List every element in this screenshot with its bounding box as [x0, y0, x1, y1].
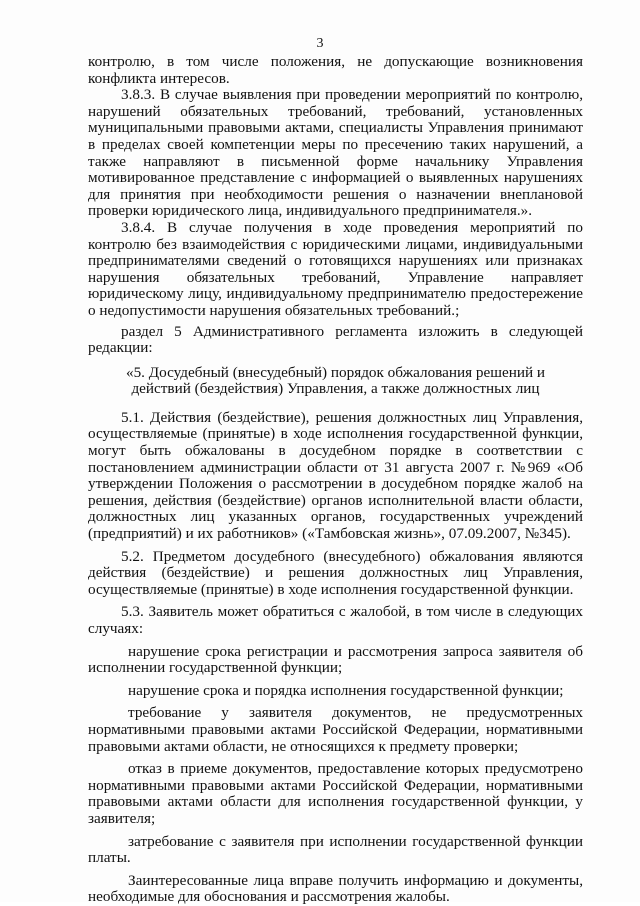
paragraph-continuation: контролю, в том числе положения, не допускающие возникновения конфликта интересов. [88, 53, 583, 87]
page-number: 3 [316, 36, 324, 51]
list-item: нарушение срока регистрации и рассмотрения запроса заявителя об исполнении государственной функции; [88, 642, 583, 677]
document-body [88, 54, 583, 906]
section-5-heading: «5. Досудебный (внесудебный) порядок обжалования решений и действий (бездействия) Управления, а также должностных лиц [125, 363, 545, 398]
paragraph-section-5-intro: раздел 5 Административного регламента изложить в следующей редакции: [88, 322, 583, 357]
paragraph-5-1: 5.1. Действия (бездействие), решения должностных лиц Управления, осуществляемые (принятые) в ходе исполнения государственной функции, могут быть обжалованы в досудебном порядке в соответствии с постановлением администрации области от 31 августа 2007 г. №969 «Об утверждении Положения о рассмотрении в досудебном порядке жалоб на решения, действия (бездействие) органов исполнительной власти области, должностных лиц указанных органов, государственных учреждений (предприятий) и их работников» («Тамбовская жизнь», 07.09.2007, №345). [88, 408, 583, 543]
paragraph-3-8-4: 3.8.4. В случае получения в ходе проведения мероприятий по контролю без взаимодействия с юридическими лицами, индивидуальными предпринимателями сведений о готовящихся нарушениях или признаках нарушения обязательных требований, Управление направляет юридическому лицу, индивидуальному предпринимателю предостережение о недопустимости нарушения обязательных требований.; [88, 218, 583, 319]
list-item: затребование с заявителя при исполнении государственной функции платы. [88, 832, 583, 867]
paragraph-closing: Заинтересованные лица вправе получить информацию и документы, необходимые для обоснования и рассмотрения жалобы. [88, 871, 583, 906]
list-item: отказ в приеме документов, предоставление которых предусмотрено нормативными правовыми актами Российской Федерации, нормативными правовыми актами области для исполнения государственной функции, у заявителя; [88, 760, 583, 827]
paragraph-5-3: 5.3. Заявитель может обратиться с жалобой, в том числе в следующих случаях: [88, 603, 583, 637]
paragraph-5-2: 5.2. Предметом досудебного (внесудебного) обжалования являются действия (бездействие) и решения должностных лиц Управления, осуществляемые (принятые) в ходе исполнения государственной функции. [88, 547, 583, 598]
paragraph-3-8-3: 3.8.3. В случае выявления при проведении мероприятий по контролю, нарушений обязательных требований, требований, установленных муниципальными правовыми актами, специалисты Управления принимают в пределах своей компетенции меры по пресечению таких нарушений, а также направляют в письменной форме начальнику Управления мотивированное представление с информацией о выявленных нарушениях для принятия при необходимости решения о назначении внеплановой проверки юридического лица, индивидуального предпринимателя.». [88, 86, 583, 220]
list-item: нарушение срока и порядка исполнения государственной функции; [128, 681, 564, 699]
list-item: требование у заявителя документов, не предусмотренных нормативными правовыми актами Российской Федерации, нормативными правовыми актами области, не относящихся к предмету проверки; [88, 704, 583, 755]
